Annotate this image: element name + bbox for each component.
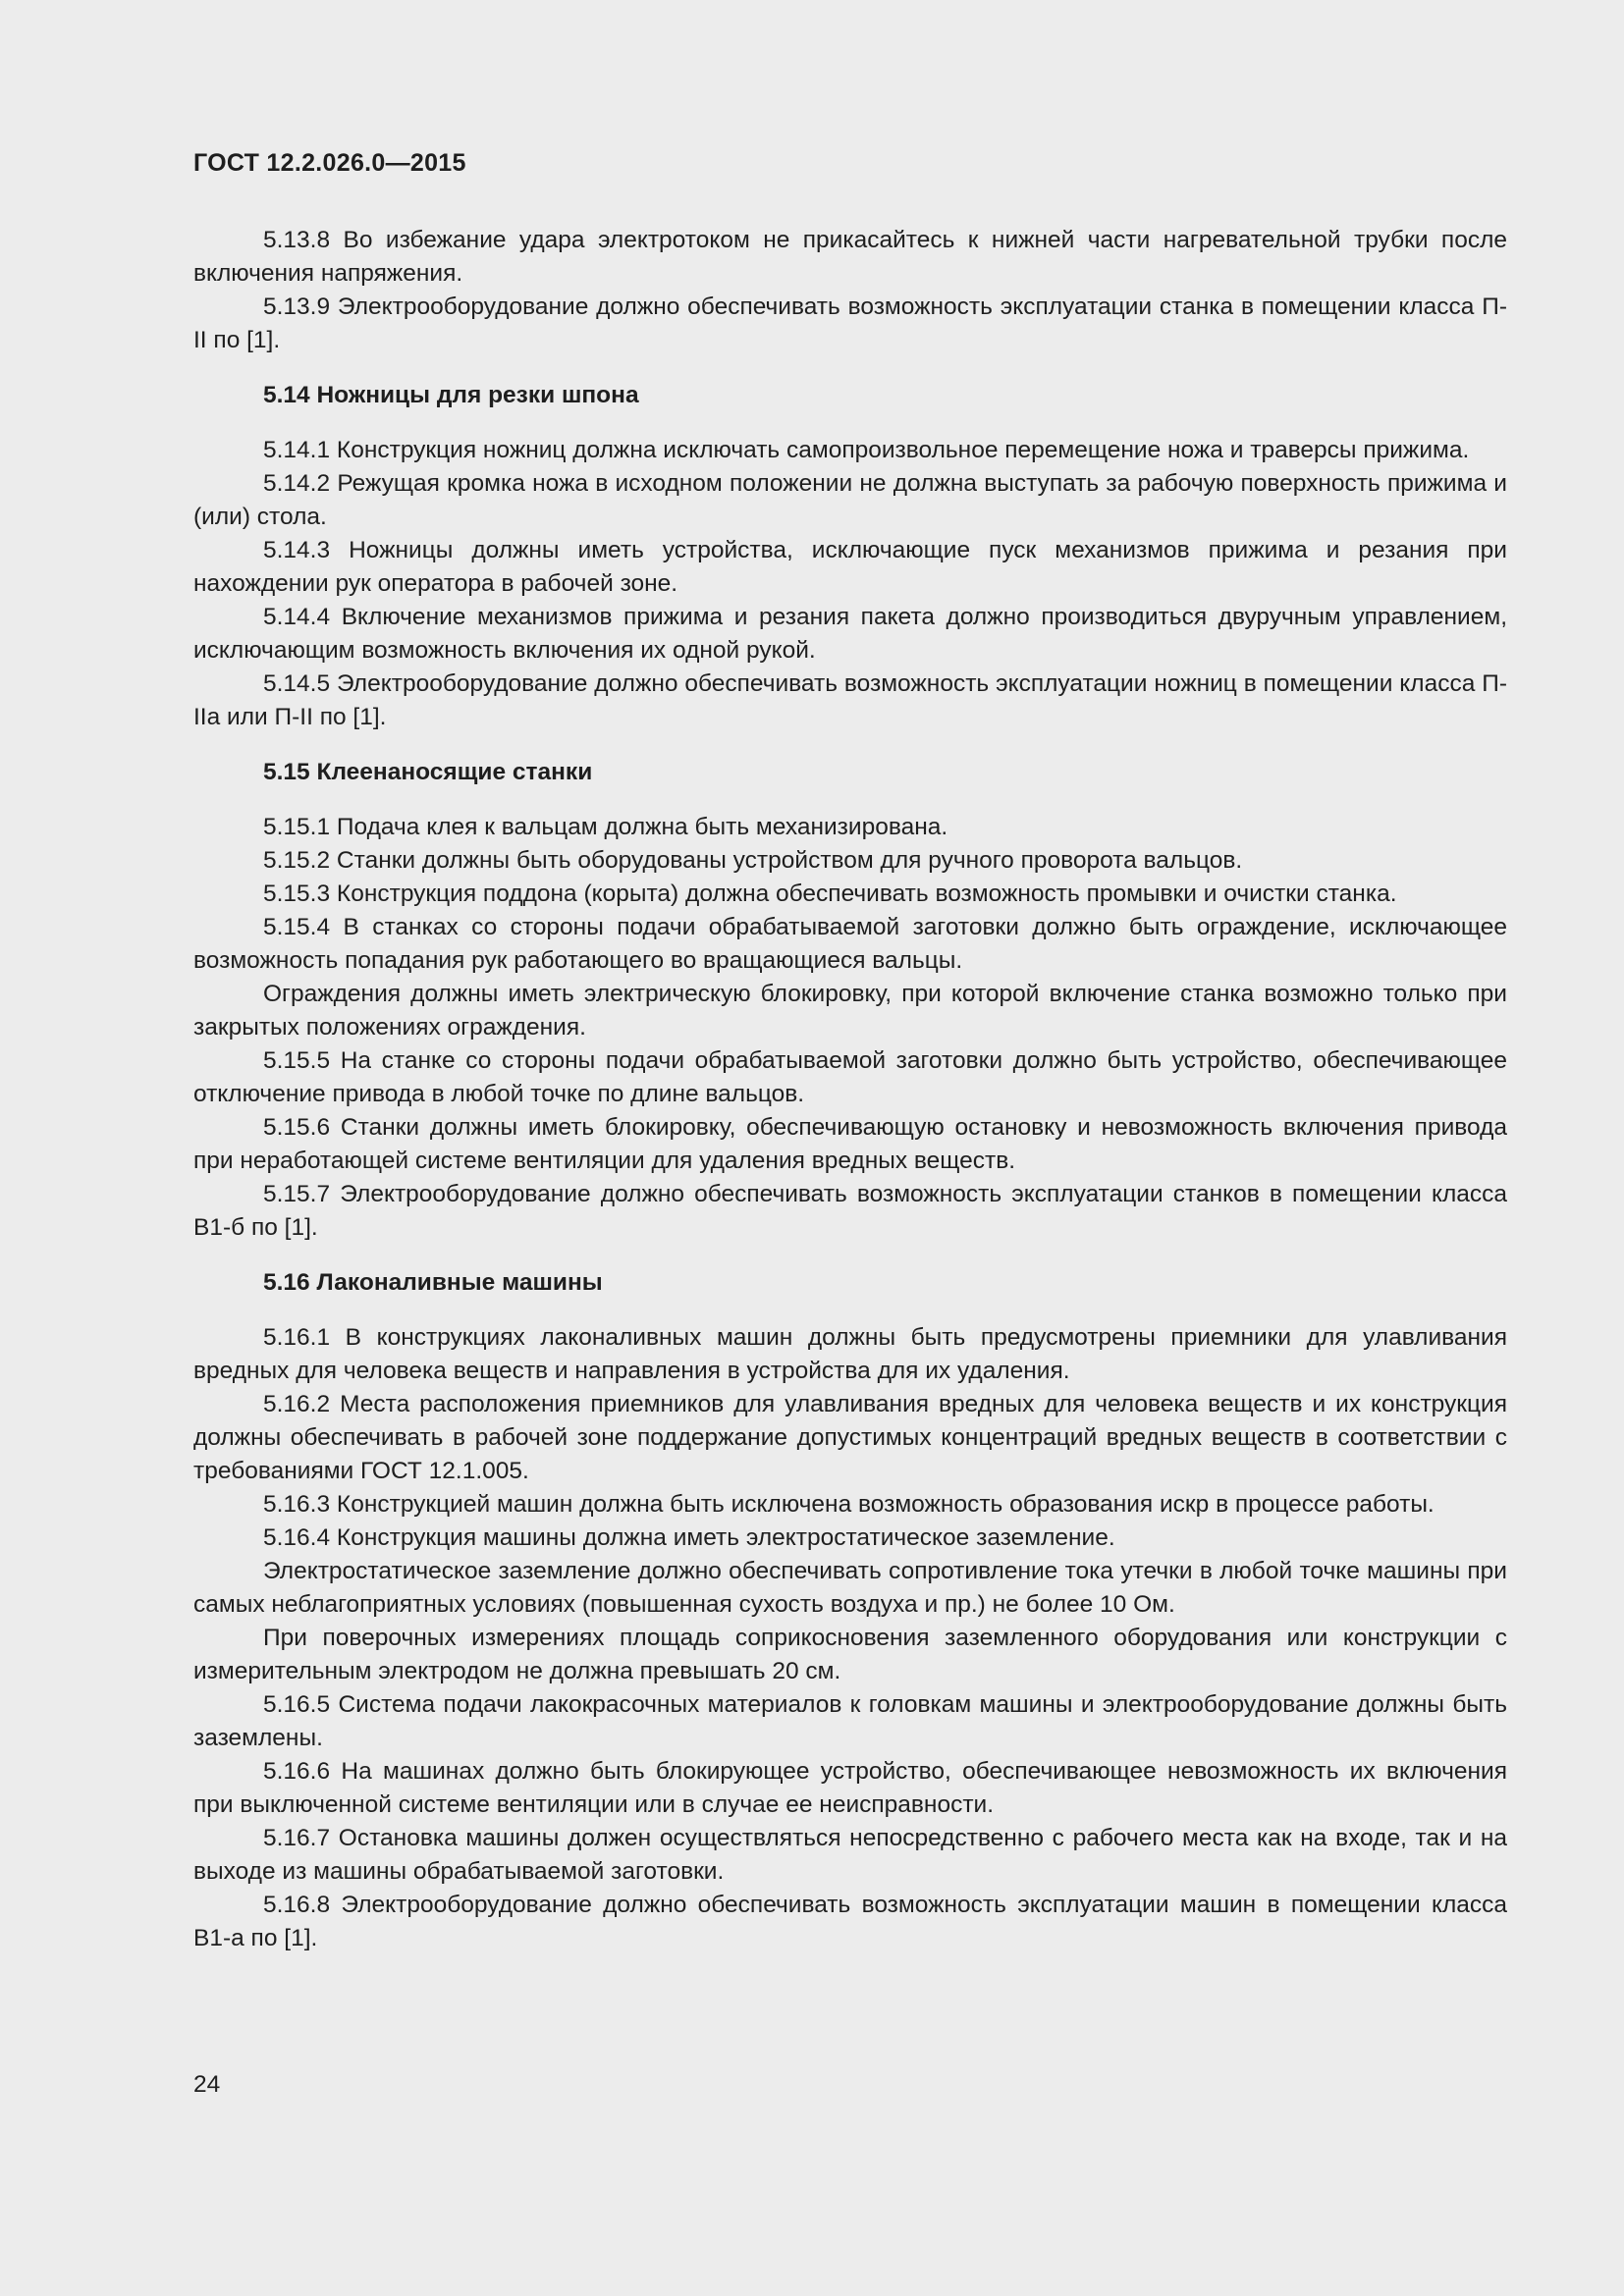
paragraph: 5.15.6 Станки должны иметь блокировку, обеспечивающую остановку и невозможность включения привода при неработающей системе вентиляции для удаления вредных веществ. [193, 1114, 1507, 1174]
paragraph: При поверочных измерениях площадь соприкосновения заземленного оборудования или конструкции с измерительным электродом не должна превышать 20 см. [193, 1625, 1507, 1684]
paragraph: 5.15.1 Подача клея к вальцам должна быть механизирована. [263, 814, 948, 840]
paragraph: 5.14.5 Электрооборудование должно обеспечивать возможность эксплуатации ножниц в помещении класса П-IIа или П-II по [1]. [193, 670, 1507, 730]
paragraph: 5.16.8 Электрооборудование должно обеспечивать возможность эксплуатации машин в помещении класса В1-а по [1]. [193, 1892, 1507, 1951]
paragraph: 5.16.1 В конструкциях лаконаливных машин должны быть предусмотрены приемники для улавливания вредных для человека веществ и направления в устройства для их удаления. [193, 1324, 1507, 1384]
paragraph: 5.16.6 На машинах должно быть блокирующее устройство, обеспечивающее невозможность их включения при выключенной системе вентиляции или в случае ее неисправности. [193, 1758, 1507, 1818]
paragraph: 5.15.3 Конструкция поддона (корыта) должна обеспечивать возможность промывки и очистки станка. [263, 881, 1397, 907]
page-number: 24 [193, 2071, 221, 2098]
paragraph: 5.16.3 Конструкцией машин должна быть исключена возможность образования искр в процессе работы. [263, 1491, 1435, 1518]
paragraph: 5.16.4 Конструкция машины должна иметь электростатическое заземление. [263, 1524, 1115, 1551]
paragraph: 5.14.3 Ножницы должны иметь устройства, исключающие пуск механизмов прижима и резания при нахождении рук оператора в рабочей зоне. [193, 537, 1507, 597]
document-body [193, 224, 1507, 1955]
paragraph: Электростатическое заземление должно обеспечивать сопротивление тока утечки в любой точке машины при самых неблагоприятных условиях (повышенная сухость воздуха и пр.) не более 10 Ом. [193, 1558, 1507, 1618]
paragraph: 5.14.4 Включение механизмов прижима и резания пакета должно производиться двуручным управлением, исключающим возможность включения их одной рукой. [193, 604, 1507, 664]
document-header: ГОСТ 12.2.026.0—2015 [193, 149, 466, 177]
paragraph: 5.15.5 На станке со стороны подачи обрабатываемой заготовки должно быть устройство, обеспечивающее отключение привода в любой точке по длине вальцов. [193, 1047, 1507, 1107]
paragraph: 5.14.1 Конструкция ножниц должна исключать самопроизвольное перемещение ножа и траверсы прижима. [263, 437, 1470, 463]
paragraph: 5.16.2 Места расположения приемников для улавливания вредных для человека веществ и их конструкция должны обеспечивать в рабочей зоне поддержание допустимых концентраций вредных веществ в соответствии с требованиями ГОСТ 12.1.005. [193, 1391, 1507, 1484]
section-heading: 5.14 Ножницы для резки шпона [263, 382, 639, 408]
paragraph: 5.14.2 Режущая кромка ножа в исходном положении не должна выступать за рабочую поверхность прижима и (или) стола. [193, 470, 1507, 530]
paragraph: 5.13.8 Во избежание удара электротоком не прикасайтесь к нижней части нагревательной трубки после включения напряжения. [193, 227, 1507, 287]
paragraph: 5.15.4 В станках со стороны подачи обрабатываемой заготовки должно быть ограждение, исключающее возможность попадания рук работающего во вращающиеся вальцы. [193, 914, 1507, 974]
paragraph: 5.15.7 Электрооборудование должно обеспечивать возможность эксплуатации станков в помещении класса В1-б по [1]. [193, 1181, 1507, 1241]
paragraph: Ограждения должны иметь электрическую блокировку, при которой включение станка возможно только при закрытых положениях ограждения. [193, 981, 1507, 1041]
paragraph: 5.15.2 Станки должны быть оборудованы устройством для ручного проворота вальцов. [263, 847, 1243, 874]
paragraph: 5.13.9 Электрооборудование должно обеспечивать возможность эксплуатации станка в помещении класса П-II по [1]. [193, 294, 1507, 353]
section-heading: 5.16 Лаконаливные машины [263, 1269, 603, 1296]
paragraph: 5.16.5 Система подачи лакокрасочных материалов к головкам машины и электрооборудование должны быть заземлены. [193, 1691, 1507, 1751]
section-heading: 5.15 Клеенаносящие станки [263, 759, 593, 785]
paragraph: 5.16.7 Остановка машины должен осуществляться непосредственно с рабочего места как на входе, так и на выходе из машины обрабатываемой заготовки. [193, 1825, 1507, 1885]
